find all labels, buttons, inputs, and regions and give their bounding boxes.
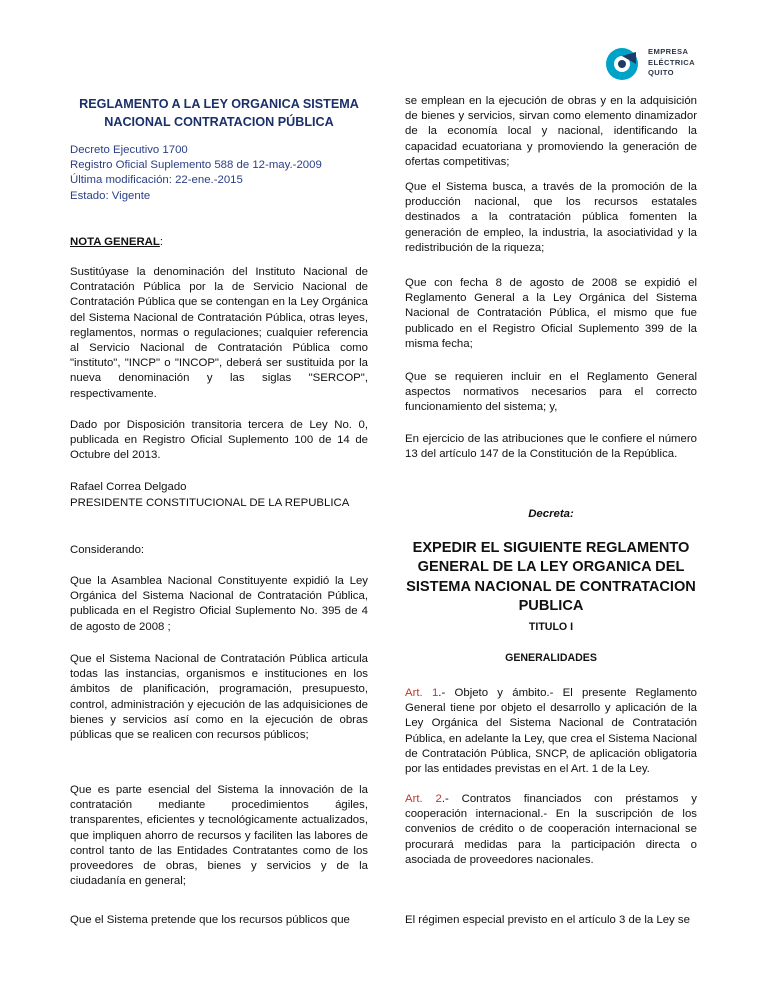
document-metadata: [70, 143, 322, 204]
article-2: Art. 2.- Contratos financiados con préstamos y cooperación internacional.- En la suscripción de los convenios de crédito o de cooperación internacional se procurará medidas para la participación directa o asociada de proveedores nacionales.: [405, 793, 697, 866]
registro-line: Registro Oficial Suplemento 588 de 12-may.-2009: [70, 159, 322, 172]
considerando-paragraph-1: Que la Asamblea Nacional Constituyente expidió la Ley Orgánica del Sistema Nacional de Contratación Pública, publicada en el Registro Oficial Suplemento No. 395 de 4 de agosto de 2008 ;: [70, 575, 368, 633]
considerando-paragraph-3: Que es parte esencial del Sistema la innovación de la contratación mediante procedimientos ágiles, transparentes, eficientes y tecnológicamente actualizados, que impliquen ahorro de recursos y faciliten las labores de control tanto de las Entidades Contratantes como de los proveedores de obras, bienes y servicios y de la ciudadanía en general;: [70, 784, 368, 888]
titulo-heading: TITULO I: [528, 620, 574, 633]
right-paragraph-4: Que se requieren incluir en el Reglamento General aspectos normativos necesarios para el correcto funcionamiento del sistema; y,: [405, 371, 697, 414]
article-2-label: Art. 2: [405, 793, 442, 805]
considerando-paragraph-2: Que el Sistema Nacional de Contratación Pública articula todas las instancias, organismos e instituciones en los ámbitos de planificación, programación, presupuesto, control, administración y ejecución de las adquisiciones de bienes y servicios así como en la ejecución de obras públicas que se realicen con recursos públicos;: [70, 653, 368, 742]
right-paragraph-2: Que el Sistema busca, a través de la promoción de la producción nacional, que los recursos estatales destinados a la contratación pública fomenten la generación de empleo, la industria, la asociatividad y la redistribución de la riqueza;: [405, 181, 697, 254]
generalidades-heading: GENERALIDADES: [505, 651, 597, 664]
estado-line: Estado: Vigente: [70, 189, 151, 202]
document-title: REGLAMENTO A LA LEY ORGANICA SISTEMA NACIONAL CONTRATACION PÚBLICA: [79, 97, 359, 129]
considerando-heading: Considerando:: [70, 544, 145, 556]
right-paragraph-3: Que con fecha 8 de agosto de 2008 se expidió el Reglamento General a la Ley Orgánica del Sistema Nacional de Contratación Pública, el mismo que fue publicado en el Registro Oficial Suplemento 399 de la misma fecha;: [405, 277, 697, 350]
considerando-paragraph-4: Que el Sistema pretende que los recursos públicos que: [70, 914, 350, 926]
nota-general-paragraph: Sustitúyase la denominación del Instituto Nacional de Contratación Pública por la de Servicio Nacional de Contratación Pública que se contengan en la Ley Orgánica del Sistema Nacional de Contratación Pública, otras leyes, reglamentos, normas o regulaciones; cualquier referencia al Servicio Nacional de Contratación Pública como "instituto", "INCP" o "INCOP", deberá ser sustituida por la nueva denominación y las siglas "SERCOP", respectivamente.: [70, 266, 368, 400]
decreta-heading: Decreta:: [528, 508, 574, 521]
right-paragraph-5: En ejercicio de las atribuciones que le confiere el número 13 del artículo 147 de la Constitución de la República.: [405, 433, 697, 461]
decreto-line: Decreto Ejecutivo 1700: [70, 144, 188, 156]
signer-title: PRESIDENTE CONSTITUCIONAL DE LA REPUBLICA: [70, 497, 350, 509]
company-logo-text: EMPRESA ELÉCTRICA QUITO: [648, 47, 696, 77]
article-1-label: Art. 1: [405, 687, 439, 699]
nota-source-paragraph: Dado por Disposición transitoria tercera de Ley No. 0, publicada en Registro Oficial Suplemento 100 de 14 de Octubre del 2013.: [70, 419, 368, 462]
signer-name: Rafael Correa Delgado: [70, 481, 187, 493]
right-last-paragraph: El régimen especial previsto en el artículo 3 de la Ley se: [405, 914, 690, 926]
modificacion-line: Última modificación: 22-ene.-2015: [70, 174, 243, 187]
article-1: Art. 1.- Objeto y ámbito.- El presente Reglamento General tiene por objeto el desarrollo y aplicación de la Ley Orgánica del Sistema Nacional de Contratación Pública, en adelante la Ley, que crea el Sistema Nacional de Contratación Pública, SNCP, de aplicación obligatoria por las entidades previstas en el Art. 1 de la Ley.: [405, 687, 697, 776]
nota-general-heading: NOTA GENERAL:: [70, 236, 164, 248]
right-paragraph-1: se emplean en la ejecución de obras y en la adquisición de bienes y servicios, sirvan como elemento dinamizador de la economía local y nacional, identificando la capacidad ecuatoriana y promoviendo la generación de ofertas competitivas;: [405, 95, 697, 168]
expedir-heading: EXPEDIR EL SIGUIENTE REGLAMENTO GENERAL DE LA LEY ORGANICA DEL SISTEMA NACIONAL DE CONTRATACION PUBLICA: [406, 539, 696, 615]
